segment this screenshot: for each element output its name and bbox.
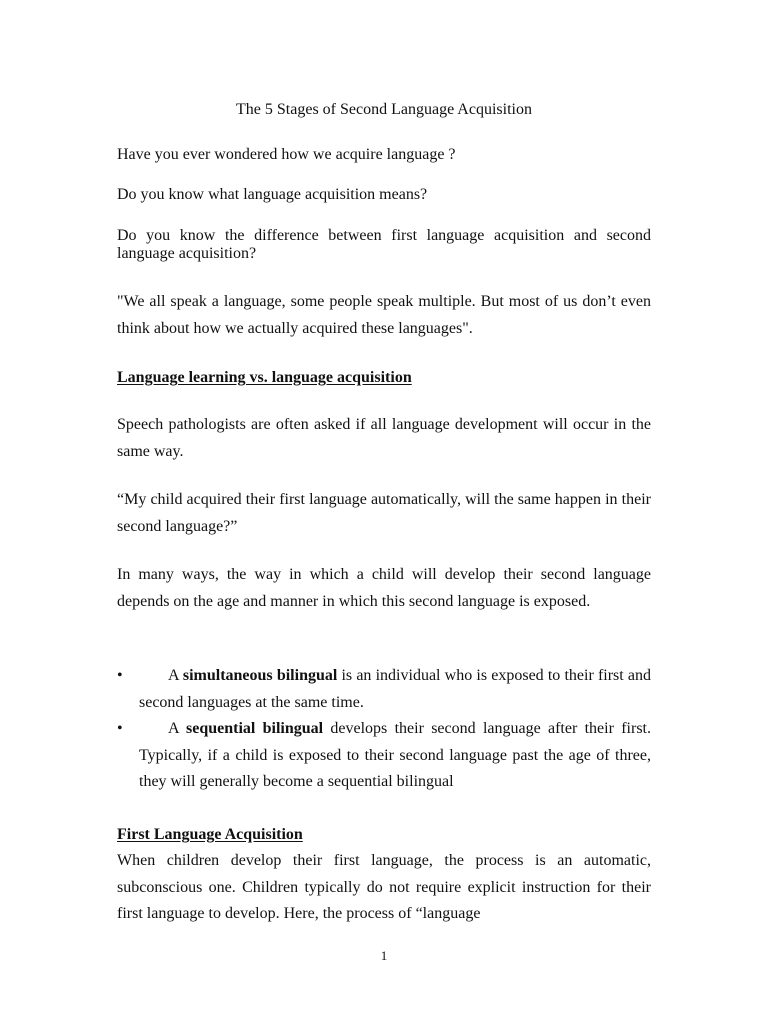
question-2: Do you know what language acquisition means?	[117, 186, 428, 203]
bullet-description: develops their second language after their first. Typically, if a child is exposed to their second language past the age of three, they will generally become a sequential bilingual	[139, 720, 651, 790]
paragraph-child-quote: “My child acquired their first language automatically, will the same happen in their second language?”	[117, 491, 651, 535]
bullet-icon: •	[117, 720, 123, 737]
intro-quote: "We all speak a language, some people speak multiple. But most of us don’t even think about how we actually acquired these languages".	[117, 293, 651, 337]
section-heading-language-learning: Language learning vs. language acquisition	[117, 369, 412, 386]
section-heading-first-language: First Language Acquisition	[117, 826, 303, 843]
term-simultaneous-bilingual: simultaneous bilingual	[182, 667, 338, 684]
paragraph-many-ways: In many ways, the way in which a child will develop their second language depends on the age and manner in which this second language is exposed.	[117, 566, 651, 610]
page-number: 1	[380, 948, 388, 963]
page-title: The 5 Stages of Second Language Acquisition	[236, 101, 532, 118]
bullet-description: is an individual who is exposed to their first and second languages at the same time.	[139, 667, 652, 711]
question-3: Do you know the difference between first language acquisition and second language acquisition?	[117, 227, 651, 262]
paragraph-speech-pathologists: Speech pathologists are often asked if all language development will occur in the same way.	[117, 416, 651, 460]
paragraph-first-language: When children develop their first language, the process is an automatic, subconscious one. Children typically do not require explicit instruction for their first language to develop. Here, the process of “language	[117, 852, 651, 922]
bullet-icon: •	[117, 667, 123, 684]
bullet-lead-text: A	[168, 720, 186, 737]
term-sequential-bilingual: sequential bilingual	[185, 720, 324, 737]
bullet-lead-text: A	[168, 667, 183, 684]
list-item-simultaneous-bilingual	[117, 663, 651, 716]
list-item-sequential-bilingual	[117, 716, 651, 796]
question-1: Have you ever wondered how we acquire language ?	[117, 146, 456, 163]
